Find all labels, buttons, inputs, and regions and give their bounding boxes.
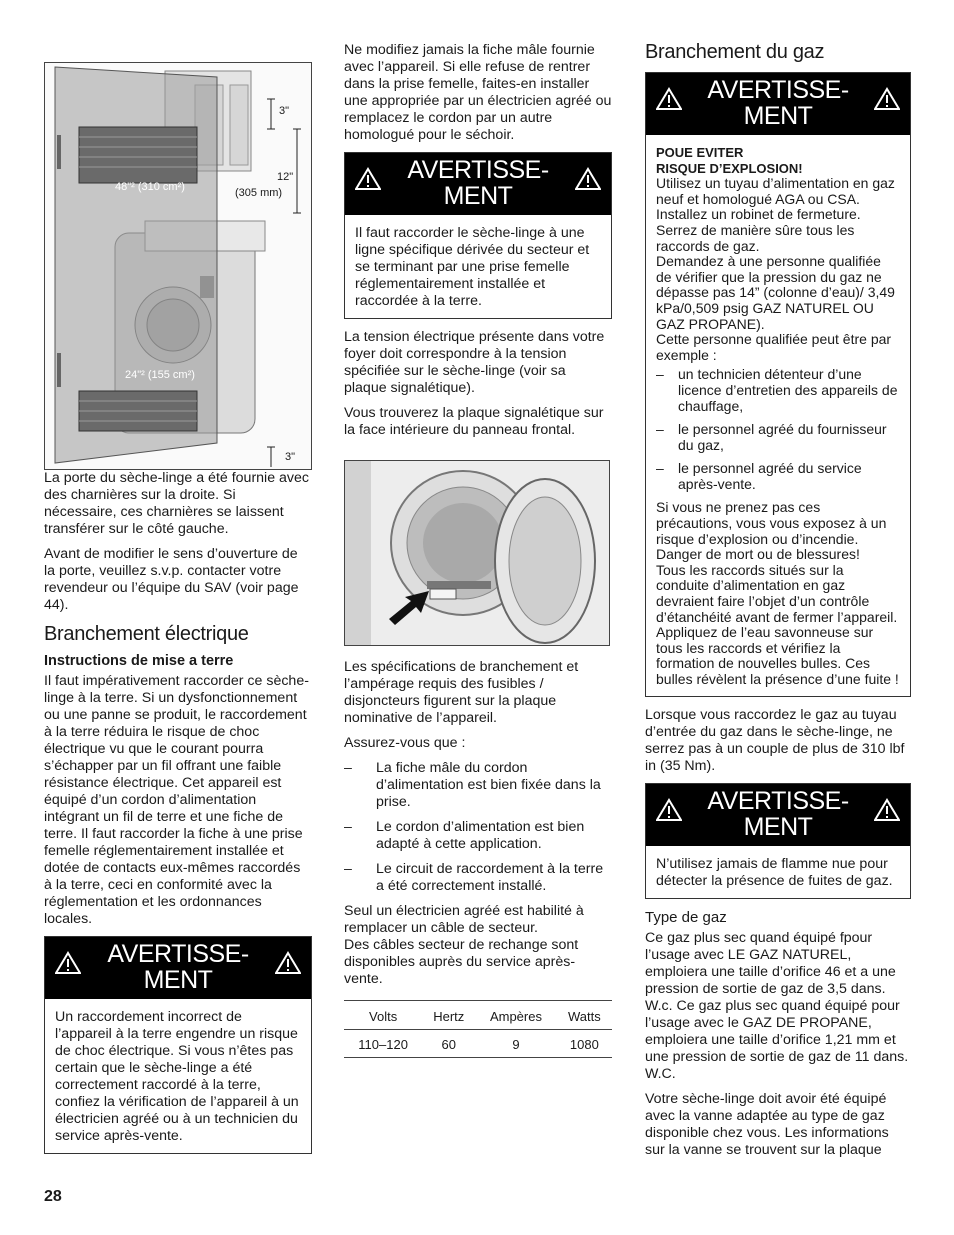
door-change-paragraph: Avant de modifier le sens d’ouverture de la porte, veuillez s.v.p. contacter votre revendeur ou l’équipe du SAV (voir page 44). xyxy=(44,546,299,613)
plug-paragraph: Ne modifiez jamais la fiche mâle fournie avec l’appareil. Si elle refuse de rentrer dans la prise femelle, faites-en installer une appropriée par un électricien agréé ou remplacez le cordon par un autre homologué pour le séchoir. xyxy=(344,42,612,143)
list-item: – Le cordon d’alimentation est bien adapté à cette application. xyxy=(344,819,612,853)
table-cell: 110–120 xyxy=(344,1030,422,1058)
gas-connection-heading: Branchement du gaz xyxy=(645,41,825,63)
list-item: – un technicien détenteur d’une licence d’entretien des appareils de chauffage, xyxy=(656,367,900,414)
warning-text-2: Si vous ne prenez pas ces précautions, vous vous exposez à un risque d’explosion ou d’incendie. Danger de mort ou de blessures! Tous les raccords situés sur la conduite d’alimentation en gaz devraient faire l’objet d’un contrôle d’étanchéité avant de fermer l’appareil. Appliquez de l’eau savonneuse sur tous les raccords et vérifiez la formation de nouvelles bulles. Ces bulles révèlent la présence d’une fuite ! xyxy=(656,499,899,687)
page-number: 28 xyxy=(44,1188,62,1205)
table-header: Volts xyxy=(344,1001,422,1030)
warning-box-circuit xyxy=(344,152,612,319)
dim-mid-mm-label: (305 mm) xyxy=(235,187,283,199)
dim-top-label: 3" xyxy=(279,105,290,117)
table-row xyxy=(344,1030,612,1058)
warning-title: AVERTISSE- MENT xyxy=(407,156,549,210)
electrical-connection-heading: Branchement électrique xyxy=(44,623,249,645)
warning-header xyxy=(345,153,611,215)
warning-text: Il faut raccorder le sèche-linge à une ligne spécifique dérivée du secteur et se terminant par une prise femelle réglementairement installée et raccordée à la terre. xyxy=(355,225,590,309)
warning-triangle-icon xyxy=(656,87,682,111)
ensure-list xyxy=(344,760,612,895)
rating-plate-paragraph: Vous trouverez la plaque signalétique sur la face intérieure du panneau frontal. xyxy=(344,405,604,438)
door-hinges-paragraph: La porte du sèche-linge a été fournie avec des charnières sur la droite. Si nécessaire, ces charnières se laissent transférer sur le côté gauche. xyxy=(44,470,310,537)
voltage-paragraph: La tension électrique présente dans votre foyer doit correspondre à la tension spécifiée sur le sèche-linge (voir sa plaque signalétique). xyxy=(344,329,605,396)
warning-triangle-icon xyxy=(874,87,900,111)
list-item: – Le circuit de raccordement à la terre a été correctement installé. xyxy=(344,861,612,895)
specifications-paragraph: Les spécifications de branchement et l’ampérage requis des fusibles / disjoncteurs figurent sur la plaque nominative de l’appareil. xyxy=(344,659,579,726)
warning-text: Utilisez un tuyau d’alimentation en gaz neuf et homologué AGA ou CSA. Installez un robinet de fermeture. Serrez de manière sûre tous les raccords de gaz. Demandez à une personne qualifiée de vérifier que la pression du gaz ne dépasse pas 14” (colonne d’eau)/ 3,49 kPa/0,509 psig GAZ NATUREL OU GAZ PROPANE). Cette personne qualifiée peut être par exemple : xyxy=(656,175,895,363)
warning-title: AVERTISSE- MENT xyxy=(107,940,249,994)
electrical-spec-table xyxy=(344,1000,612,1058)
warning-triangle-icon xyxy=(575,167,601,191)
warning-text: N’utilisez jamais de flamme nue pour détecter la présence de fuites de gaz. xyxy=(656,855,893,889)
table-header: Watts xyxy=(557,1001,612,1030)
torque-paragraph: Lorsque vous raccordez le gaz au tuyau d’entrée du gaz dans le sèche-linge, ne serrez pas à un couple de plus de 310 lbf in (35 Nm). xyxy=(645,706,905,774)
warning-header xyxy=(646,73,910,135)
qualified-persons-list xyxy=(656,367,900,492)
closet-installation-figure xyxy=(44,62,312,470)
warning-triangle-icon xyxy=(355,167,381,191)
vent-top-label: 48"² (310 cm²) xyxy=(115,181,185,193)
table-header: Hertz xyxy=(422,1001,475,1030)
list-item: – La fiche mâle du cordon d’alimentation est bien fixée dans la prise. xyxy=(344,760,612,811)
column-3 xyxy=(645,40,911,1167)
dim-mid-label: 12" xyxy=(277,171,294,183)
warning-box-explosion xyxy=(645,72,911,697)
electrician-paragraph: Seul un électricien agréé est habilité à remplacer un câble de secteur. Des câbles secteur de rechange sont disponibles auprès du service après-vente. xyxy=(344,903,584,987)
warning-title: AVERTISSE- MENT xyxy=(707,786,849,841)
grounding-paragraph: Il faut impérativement raccorder ce sèche-linge à la terre. Si un dysfonctionnement ou une panne se produit, le raccordement à la terre réduira le risque de choc électrique vu que le courant pourra s’échapper par un fil offrant une faible résistance électrique. Cet appareil est équipé d’un cordon d’alimentation intégrant un fil de terre et une fiche de terre. Il faut raccorder la fiche à une prise femelle réglementairement installée et dotée de contacts eux-mêmes raccordés à la terre, ceci en conformité avec la réglementation et les ordonnances locales. xyxy=(44,673,309,927)
ensure-paragraph: Assurez-vous que : xyxy=(344,735,466,751)
open-door-rating-plate-figure xyxy=(344,460,610,646)
dim-bottom-label: 3" xyxy=(285,451,296,463)
warning-triangle-icon xyxy=(656,798,682,822)
gas-type-heading: Type de gaz xyxy=(645,908,727,926)
warning-triangle-icon xyxy=(55,951,81,975)
vent-bottom-label: 24"² (155 cm²) xyxy=(125,369,195,381)
list-item: – le personnel agréé du service après-vente. xyxy=(656,461,900,492)
warning-triangle-icon xyxy=(874,798,900,822)
valve-paragraph: Votre sèche-linge doit avoir été équipé avec la vanne adaptée au type de gaz disponible chez vous. Les informations sur la vanne se trouvent sur la plaque xyxy=(645,1090,889,1158)
warning-text: Un raccordement incorrect de l’appareil à la terre engendre un risque de choc électrique. Si vous n’êtes pas certain que le sèche-linge a été correctement raccordé à la terre, confiez la vérification de l’appareil à un électricien agréé ou à un technicien du service après-vente. xyxy=(55,1009,299,1144)
table-header: Ampères xyxy=(475,1001,556,1030)
table-cell: 60 xyxy=(422,1030,475,1058)
warning-header xyxy=(646,784,910,846)
warning-header xyxy=(45,937,311,999)
warning-box-grounding xyxy=(44,936,312,1154)
warning-bold-text: POUE EVITER RISQUE D’EXPLOSION! xyxy=(656,145,803,176)
grounding-instructions-heading: Instructions de mise a terre xyxy=(44,653,234,669)
table-cell: 9 xyxy=(475,1030,556,1058)
list-item: – le personnel agréé du fournisseur du gaz, xyxy=(656,422,900,453)
gas-type-paragraph: Ce gaz plus sec quand équipé fpour l’usage avec LE GAZ NATUREL, emploiera une taille d’orifice 46 et a une pression de sortie de gaz de 3,5 dans. W.c. Ce gaz plus sec quand équipé pour l’usage avec le GAZ DE PROPANE, emploiera une taille d’orifice 1,21 mm et une pression de sortie de gaz de 11 dans. W.C. xyxy=(645,929,909,1082)
warning-box-flame xyxy=(645,783,911,899)
warning-title: AVERTISSE- MENT xyxy=(707,76,849,130)
warning-triangle-icon xyxy=(275,951,301,975)
column-1 xyxy=(44,470,312,1164)
table-cell: 1080 xyxy=(557,1030,612,1058)
